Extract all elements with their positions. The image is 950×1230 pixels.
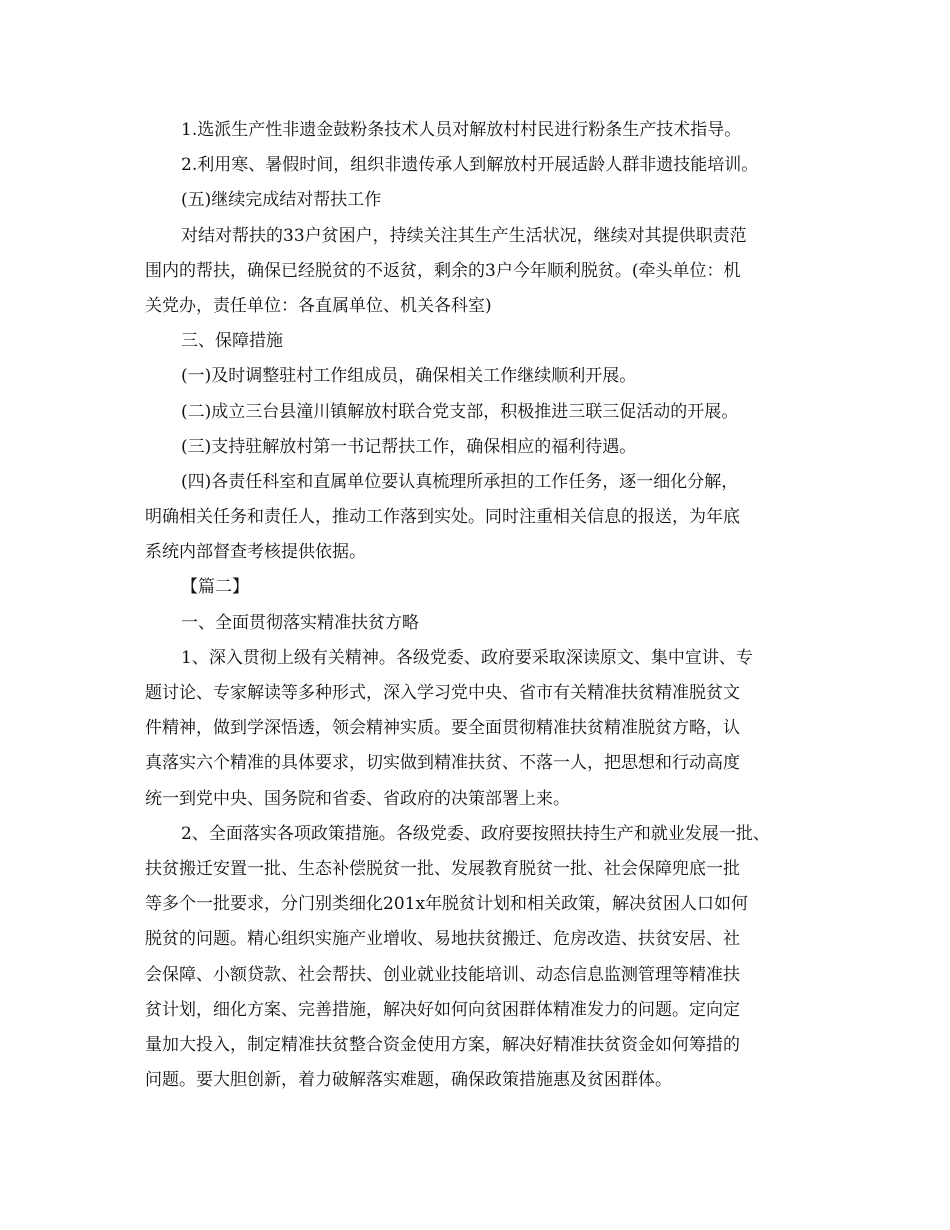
text-line: (五)继续完成结对帮扶工作 xyxy=(181,190,382,211)
text-line: (三)支持驻解放村第一书记帮扶工作，确保相应的福利待遇。 xyxy=(181,436,637,457)
text-line: (二)成立三台县潼川镇解放村联合党支部，积极推进三联三促活动的开展。 xyxy=(181,401,739,422)
text-line: 【篇二】 xyxy=(181,577,249,598)
text-line: 围内的帮扶，确保已经脱贫的不返贫，剩余的3户今年顺利脱贫。(牵头单位：机 xyxy=(145,260,741,281)
text-line: (一)及时调整驻村工作组成员，确保相关工作继续顺利开展。 xyxy=(181,366,637,387)
text-line: 明确相关任务和责任人，推动工作落到实处。同时注重相关信息的报送，为年底 xyxy=(145,507,740,528)
text-line: 2、全面落实各项政策措施。各级党委、政府要按照扶持生产和就业发展一批、 xyxy=(181,823,770,844)
text-line: 2.利用寒、暑假时间，组织非遗传承人到解放村开展适龄人群非遗技能培训。 xyxy=(181,155,759,176)
text-line: 三、保障措施 xyxy=(181,331,283,352)
text-line: 1、深入贯彻上级有关精神。各级党委、政府要采取深读原文、集中宣讲、专 xyxy=(181,647,753,668)
text-line: 题讨论、专家解读等多种形式，深入学习党中央、省市有关精准扶贫精准脱贫文 xyxy=(145,683,740,703)
text-line: 统一到党中央、国务院和省委、省政府的决策部署上来。 xyxy=(145,788,570,809)
text-line: 1.选派生产性非遗金鼓粉条技术人员对解放村村民进行粉条生产技术指导。 xyxy=(181,120,742,140)
text-line: (四)各责任科室和直属单位要认真梳理所承担的工作任务，逐一细化分解， xyxy=(181,471,739,492)
text-line: 等多个一批要求，分门别类细化201x年脱贫计划和相关政策，解决贫困人口如何 xyxy=(145,894,749,915)
text-line: 一、全面贯彻落实精准扶贫方略 xyxy=(181,612,419,633)
text-line: 真落实六个精准的具体要求，切实做到精准扶贫、不落一人，把思想和行动高度 xyxy=(145,753,740,774)
text-line: 关党办，责任单位：各直属单位、机关各科室) xyxy=(145,295,492,316)
document-body xyxy=(145,113,825,1098)
text-line: 系统内部督查考核提供依据。 xyxy=(145,542,366,563)
text-line: 量加大投入，制定精准扶贫整合资金使用方案，解决好精准扶贫资金如何筹措的 xyxy=(145,1034,740,1055)
text-line: 扶贫搬迁安置一批、生态补偿脱贫一批、发展教育脱贫一批、社会保障兜底一批 xyxy=(145,858,740,879)
text-line: 脱贫的问题。精心组织实施产业增收、易地扶贫搬迁、危房改造、扶贫安居、社 xyxy=(145,929,740,950)
text-line: 对结对帮扶的33户贫困户，持续关注其生产生活状况，继续对其提供职责范 xyxy=(181,225,747,246)
text-line: 件精神，做到学深悟透，领会精神实质。要全面贯彻精准扶贫精准脱贫方略，认 xyxy=(145,718,740,739)
text-line: 贫计划，细化方案、完善措施，解决好如何向贫困群体精准发力的问题。定向定 xyxy=(145,999,740,1020)
text-line: 问题。要大胆创新，着力破解落实难题，确保政策措施惠及贫困群体。 xyxy=(145,1070,672,1091)
text-line: 会保障、小额贷款、社会帮扶、创业就业技能培训、动态信息监测管理等精准扶 xyxy=(145,964,740,985)
